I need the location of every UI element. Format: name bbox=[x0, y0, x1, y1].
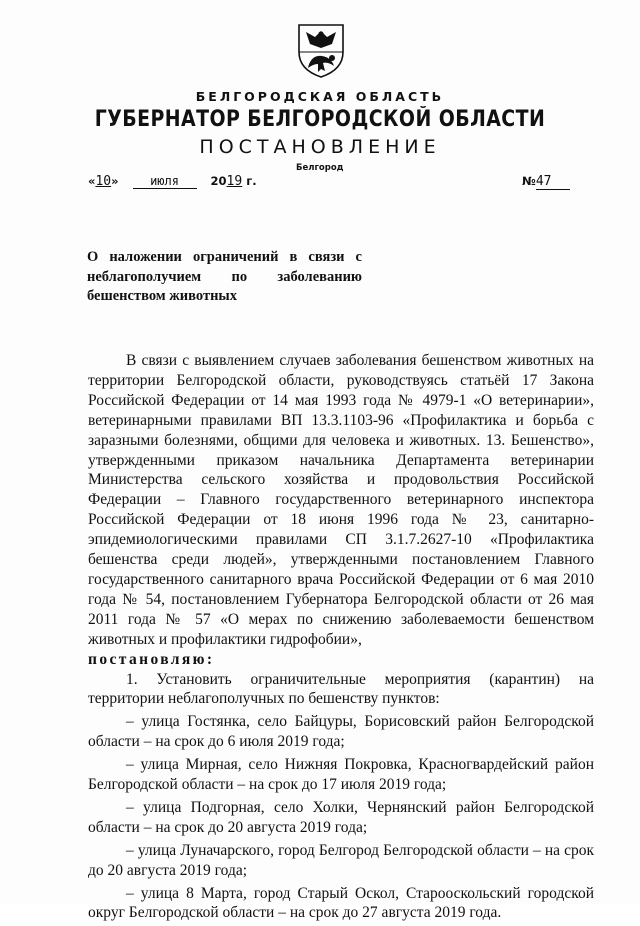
issuer-title: ГУБЕРНАТОР БЕЛГОРОДСКОЙ ОБЛАСТИ bbox=[94, 107, 546, 132]
date-year-prefix: 20 bbox=[210, 174, 227, 188]
document-subject: О наложении ограничений в связи с неблагополучием по заболеванию бешенством животных bbox=[87, 249, 362, 304]
list-item: – улица Подгорная, село Холки, Чернянский район Белгородской области – на срок до 20 августа 2019 года; bbox=[88, 798, 594, 836]
date-month: июля bbox=[133, 174, 197, 189]
document-type: ПОСТАНОВЛЕНИЕ bbox=[199, 136, 441, 158]
list-item: – улица Мирная, село Нижняя Покровка, Красногвардейский район Белгородской области – на срок до 17 июля 2019 года; bbox=[88, 756, 594, 794]
list-item: – улица Луначарского, город Белгород Белгородской области – на срок до 20 августа 2019 года; bbox=[88, 841, 594, 879]
number-label: № bbox=[522, 174, 536, 188]
list-item: – улица 8 Марта, город Старый Оскол, Старооскольский городской округ Белгородской области – на срок до 27 августа 2019 года. bbox=[88, 884, 594, 922]
document-date bbox=[88, 174, 257, 189]
resolve-word: постановляю: bbox=[88, 650, 215, 668]
preamble-paragraph bbox=[88, 351, 594, 670]
region-name: БЕЛГОРОДСКАЯ ОБЛАСТЬ bbox=[195, 89, 445, 104]
preamble-text: В связи с выявлением случаев заболевания бешенством животных на территории Белгородской области, руководствуясь статьёй 17 Закона Российской Федерации от 14 мая 1993 года № 4979-1 «О ветеринарии», ветеринарными правилами ВП 13.3.1103-96 «Профилактика и борьба с заразными болезнями, общими для человека и животных. 13. Бешенство», утвержденными приказом начальника Департамента ветеринарии Министерства сельского хозяйства и продовольствия Российской Федерации – Главного государственного ветеринарного инспектора Российской Федерации от 18 июня 1996 года № 23, санитарно-эпидемиологическими правилами СП 3.1.7.2627-10 «Профилактика бешенства среди людей», утвержденными постановлением Главного государственного санитарного врача Российской Федерации от 6 мая 2010 года № 54, постановлением Губернатора Белгородской области от 26 мая 2011 года № 57 «О мерах по снижению заболеваемости бешенством животных и профилактики гидрофобии», bbox=[88, 352, 594, 648]
number-value: 47 bbox=[536, 174, 570, 190]
quarantine-locations-list bbox=[88, 712, 594, 923]
date-day: 10 bbox=[95, 174, 112, 189]
date-close-quote: » bbox=[111, 174, 119, 188]
date-open-quote: « bbox=[88, 174, 96, 188]
date-year-suffix: 19 bbox=[226, 174, 243, 189]
list-item: – улица Гостянка, село Байцуры, Борисовский район Белгородской области – на срок до 6 июля 2019 года; bbox=[88, 713, 594, 751]
document-number bbox=[522, 174, 570, 190]
issue-city: Белгород bbox=[296, 163, 344, 173]
document-body bbox=[88, 351, 594, 926]
coat-of-arms-icon bbox=[296, 22, 346, 78]
date-year-mark: г. bbox=[246, 174, 257, 188]
point-1: 1. Установить ограничительные мероприятия (карантин) на территории неблагополучных по бешенству пунктов: bbox=[88, 670, 594, 708]
